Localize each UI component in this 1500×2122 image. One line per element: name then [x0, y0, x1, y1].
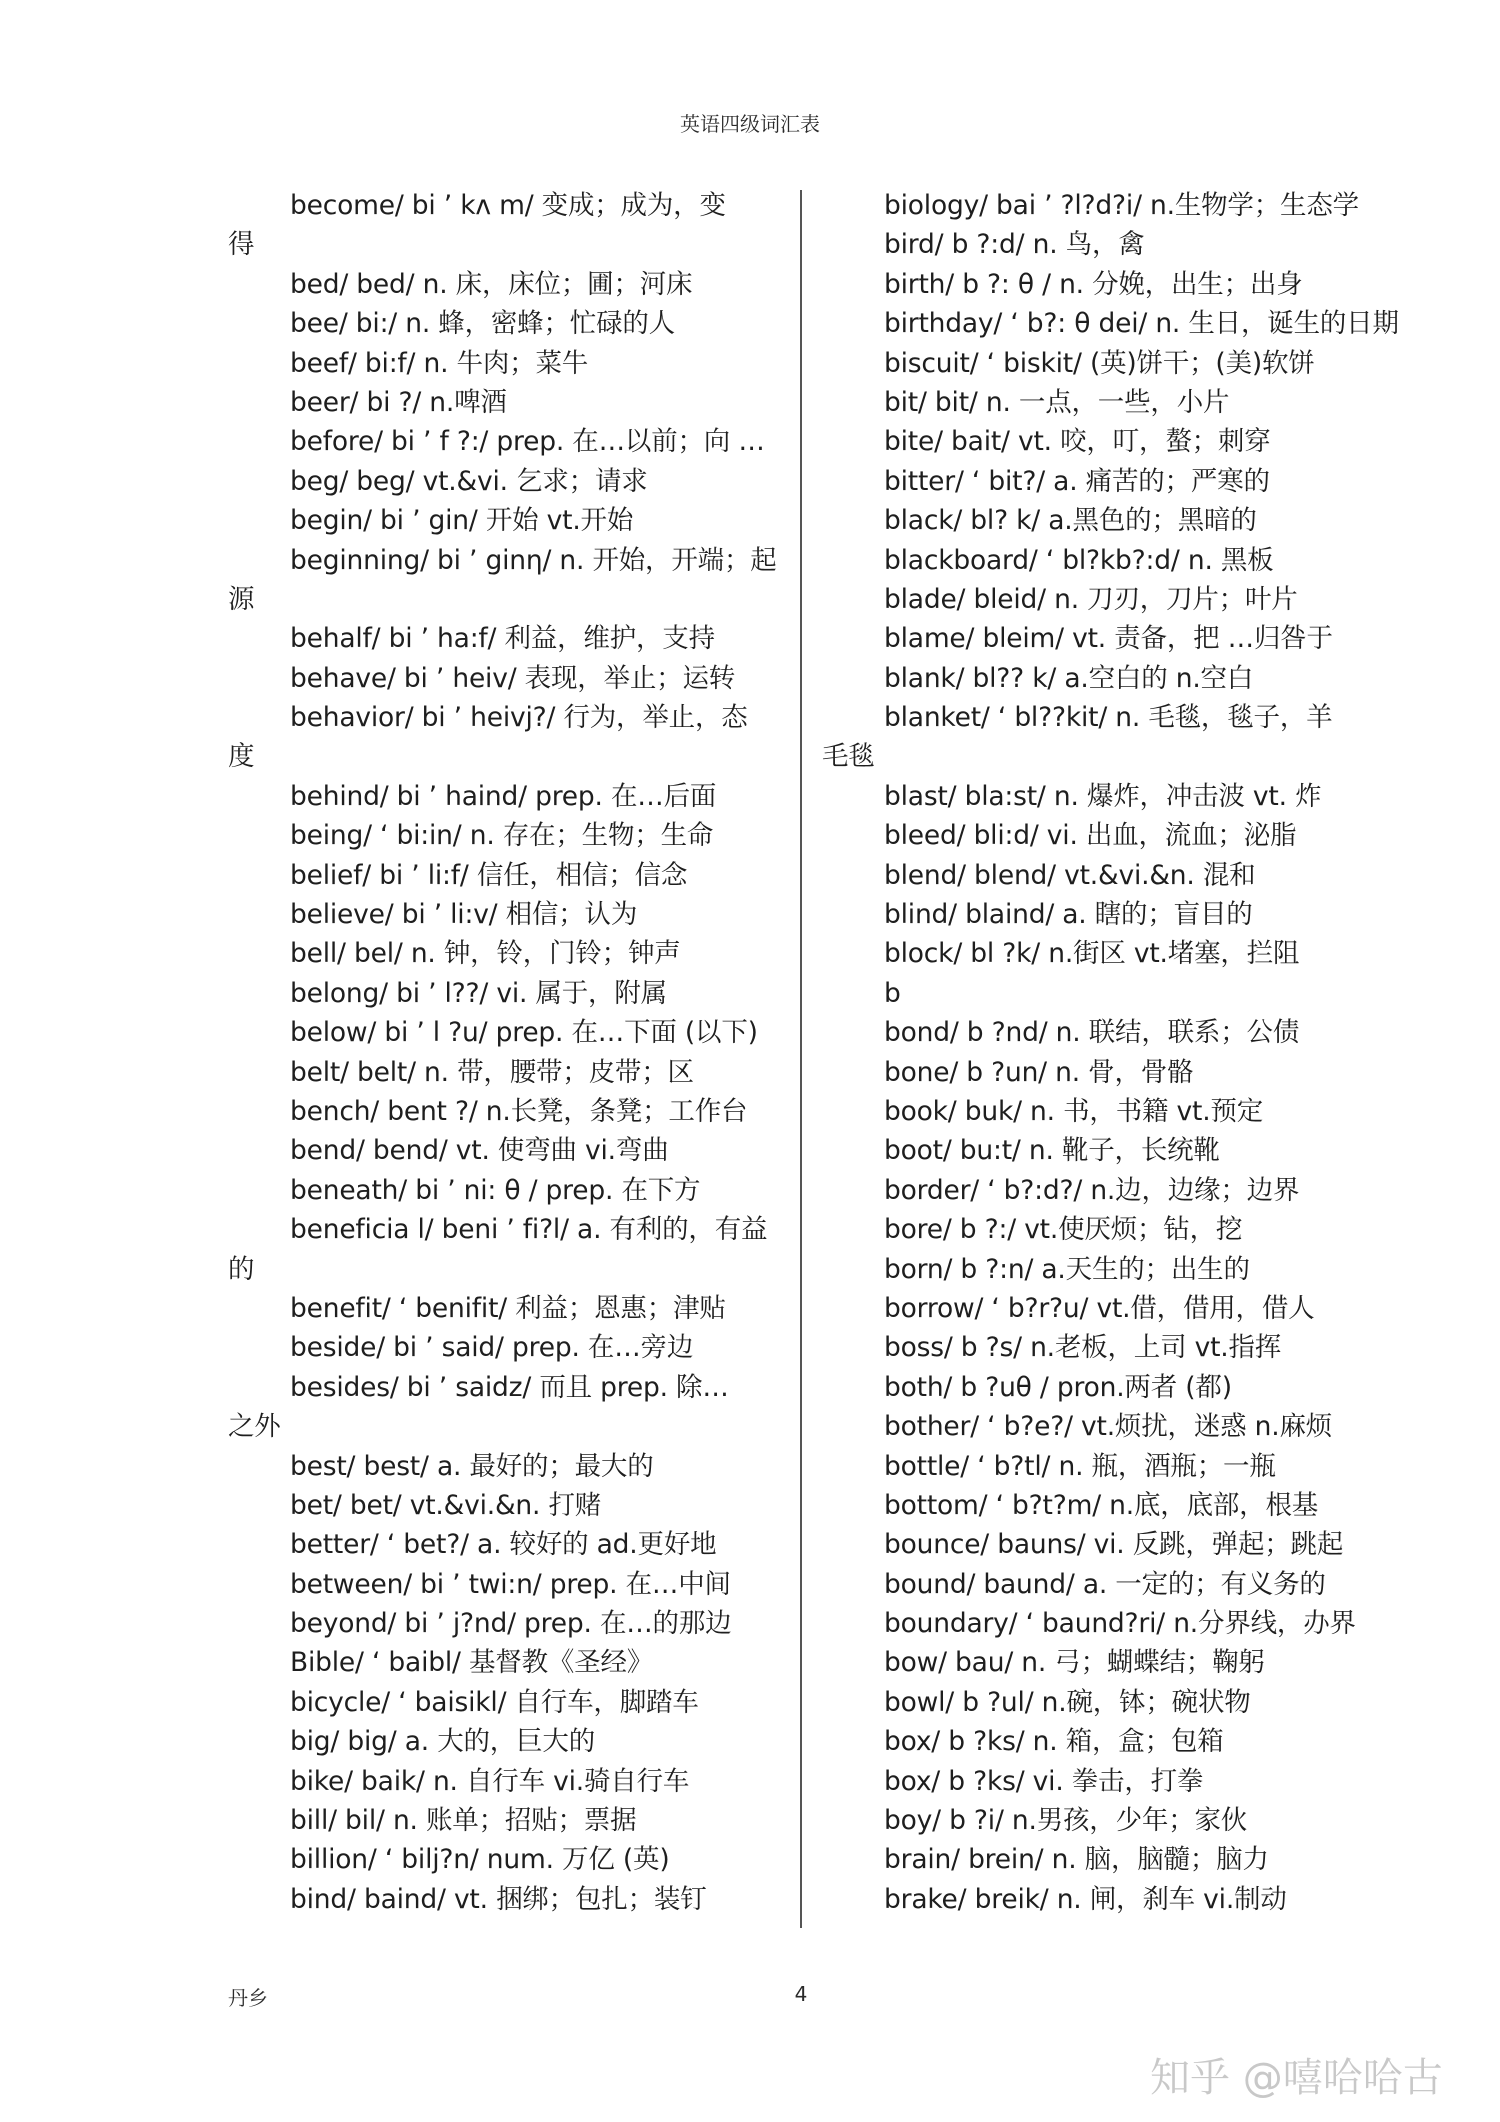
vocab-entry: both/ b ?uθ / pron.两者 (都): [884, 1371, 1232, 1403]
vocab-entry: become/ bi ’ kʌ m/ 变成；成为，变: [290, 190, 726, 221]
vocab-entry: bed/ bed/ n. 床，床位；圃；河床: [290, 268, 693, 300]
vocab-entry: billion/ ‘ bilj?n/ num. 万亿 (英): [290, 1844, 670, 1876]
page-header-title: 英语四级词汇表: [680, 112, 820, 136]
vocab-entry: begin/ bi ’ gin/ 开始 vt.开始: [290, 505, 634, 537]
vocab-entry: beneath/ bi ’ ni: θ / prep. 在下方: [290, 1174, 701, 1206]
vocab-entry: bleed/ bli:d/ vi. 出血，流血；泌脂: [884, 820, 1297, 852]
vocab-entry-continuation: 之外: [228, 1411, 281, 1443]
vocab-entry: blank/ bl?? k/ a.空白的 n.空白: [884, 662, 1254, 694]
vocab-entry: bone/ b ?un/ n. 骨，骨骼: [884, 1056, 1194, 1088]
vocab-entry: bottle/ ‘ b?tl/ n. 瓶，酒瓶；一瓶: [884, 1450, 1276, 1482]
vocab-entry-continuation: 的: [228, 1253, 255, 1285]
vocab-entry-continuation: 毛毯: [822, 741, 875, 773]
vocab-entry: beyond/ bi ’ j?nd/ prep. 在…的那边: [290, 1608, 732, 1640]
vocab-entry: boundary/ ‘ baund?ri/ n.分界线，办界: [884, 1608, 1356, 1640]
vocab-entry: bow/ bau/ n. 弓；蝴蝶结；鞠躬: [884, 1647, 1265, 1679]
footer-page-number: 4: [794, 1982, 808, 2006]
vocab-entry: bend/ bend/ vt. 使弯曲 vi.弯曲: [290, 1135, 669, 1167]
vocab-entry: before/ bi ’ f ?:/ prep. 在…以前；向 …: [290, 426, 765, 458]
vocab-entry: bee/ bi:/ n. 蜂，密蜂；忙碌的人: [290, 308, 675, 340]
vocab-entry: boss/ b ?s/ n.老板，上司 vt.指挥: [884, 1332, 1282, 1364]
vocab-entry: belong/ bi ’ l??/ vi. 属于，附属: [290, 977, 667, 1009]
vocab-entry: beg/ beg/ vt.&vi. 乞求；请求: [290, 465, 648, 497]
right-column: [822, 186, 1482, 1919]
vocab-entry: box/ b ?ks/ n. 箱，盒；包箱: [884, 1726, 1224, 1758]
vocab-entry: brain/ brein/ n. 脑，脑髓；脑力: [884, 1844, 1269, 1876]
vocab-entry-continuation: 度: [228, 741, 255, 773]
vocab-entry-continuation: 源: [228, 583, 255, 615]
vocab-entry: behave/ bi ’ heiv/ 表现，举止；运转: [290, 662, 736, 694]
watermark: 知乎 @嘻哈哈古: [1150, 2055, 1443, 2101]
vocab-entry: book/ buk/ n. 书，书籍 vt.预定: [884, 1095, 1264, 1127]
vocab-entry: birth/ b ?: θ / n. 分娩，出生；出身: [884, 268, 1303, 300]
vocab-entry: bench/ bent ?/ n.长凳，条凳；工作台: [290, 1095, 748, 1127]
left-column: [228, 186, 784, 1919]
vocab-entry: born/ b ?:n/ a.天生的；出生的: [884, 1253, 1250, 1285]
footer-author: 丹乡: [228, 1986, 268, 2010]
vocab-entry: best/ best/ a. 最好的；最大的: [290, 1450, 654, 1482]
vocab-entry: black/ bl? k/ a.黑色的；黑暗的: [884, 505, 1257, 537]
vocab-entry: biscuit/ ‘ biskit/ (英)饼干；(美)软饼: [884, 347, 1315, 379]
vocab-entry: behavior/ bi ’ heivj?/ 行为，举止，态: [290, 702, 748, 734]
vocab-entry: bound/ baund/ a. 一定的；有义务的: [884, 1568, 1326, 1600]
vocab-entry: birthday/ ‘ b?: θ dei/ n. 生日，诞生的日期: [884, 308, 1399, 340]
vocab-entry: behind/ bi ’ haind/ prep. 在…后面: [290, 780, 717, 812]
vocab-entry: borrow/ ‘ b?r?u/ vt.借，借用，借人: [884, 1292, 1315, 1324]
vocab-entry: blend/ blend/ vt.&vi.&n. 混和: [884, 859, 1256, 891]
vocab-entry: bitter/ ‘ bit?/ a. 痛苦的；严寒的: [884, 465, 1270, 497]
vocab-entry: beer/ bi ?/ n.啤酒: [290, 386, 507, 418]
vocab-entry: block/ bl ?k/ n.街区 vt.堵塞，拦阻: [884, 938, 1300, 970]
vocab-entry: better/ ‘ bet?/ a. 较好的 ad.更好地: [290, 1529, 717, 1561]
vocab-entry: bill/ bil/ n. 账单；招贴；票据: [290, 1805, 637, 1837]
column-divider: [800, 190, 802, 1928]
vocab-entry: below/ bi ’ l ?u/ prep. 在…下面 (以下): [290, 1017, 758, 1049]
vocab-entry-continuation: 得: [228, 229, 255, 261]
vocab-entry: beginning/ bi ’ ginη/ n. 开始，开端；起: [290, 544, 777, 576]
vocab-entry: bird/ b ?:d/ n. 鸟，禽: [884, 229, 1145, 261]
vocab-entry: beef/ bi:f/ n. 牛肉；菜牛: [290, 347, 589, 379]
vocab-entry: being/ ‘ bi:in/ n. 存在；生物；生命: [290, 820, 714, 852]
vocab-entry: border/ ‘ b?:d?/ n.边，边缘；边界: [884, 1174, 1300, 1206]
vocab-entry: boy/ b ?i/ n.男孩，少年；家伙: [884, 1805, 1248, 1837]
vocab-entry: beside/ bi ’ said/ prep. 在…旁边: [290, 1332, 694, 1364]
vocab-entry: between/ bi ’ twi:n/ prep. 在…中间: [290, 1568, 731, 1600]
vocab-entry: benefit/ ‘ benifit/ 利益；恩惠；津贴: [290, 1292, 726, 1324]
vocab-entry: bowl/ b ?ul/ n.碗，钵；碗状物: [884, 1686, 1251, 1718]
vocab-entry: bet/ bet/ vt.&vi.&n. 打赌: [290, 1489, 602, 1521]
vocab-entry: blame/ bleim/ vt. 责备，把 …归咎于: [884, 623, 1333, 655]
vocab-entry: belt/ belt/ n. 带，腰带；皮带；区: [290, 1056, 694, 1088]
vocab-entry: blade/ bleid/ n. 刀刃，刀片；叶片: [884, 583, 1298, 615]
vocab-entry: bounce/ bauns/ vi. 反跳，弹起；跳起: [884, 1529, 1344, 1561]
vocab-entry: b: [884, 977, 901, 1009]
vocab-entry: besides/ bi ’ saidz/ 而且 prep. 除…: [290, 1371, 729, 1403]
vocab-entry: Bible/ ‘ baibl/ 基督教《圣经》: [290, 1647, 654, 1679]
vocab-entry: bottom/ ‘ b?t?m/ n.底，底部，根基: [884, 1489, 1319, 1521]
vocab-entry: bore/ b ?:/ vt.使厌烦；钻，挖: [884, 1214, 1243, 1246]
vocab-entry: blackboard/ ‘ bl?kb?:d/ n. 黑板: [884, 544, 1274, 576]
vocab-entry: box/ b ?ks/ vi. 拳击，打拳: [884, 1765, 1204, 1797]
vocab-entry: behalf/ bi ’ ha:f/ 利益，维护，支持: [290, 623, 715, 655]
vocab-entry: biology/ bai ’ ?l?d?i/ n.生物学；生态学: [884, 190, 1359, 221]
vocab-entry: bind/ baind/ vt. 捆绑；包扎；装钉: [290, 1883, 707, 1915]
vocab-entry: blind/ blaind/ a. 瞎的；盲目的: [884, 899, 1253, 931]
vocab-entry: big/ big/ a. 大的，巨大的: [290, 1726, 595, 1758]
vocab-entry: bicycle/ ‘ baisikl/ 自行车，脚踏车: [290, 1686, 699, 1718]
vocab-entry: boot/ bu:t/ n. 靴子，长统靴: [884, 1135, 1220, 1167]
vocab-entry: brake/ breik/ n. 闸，刹车 vi.制动: [884, 1883, 1287, 1915]
vocab-entry: bike/ baik/ n. 自行车 vi.骑自行车: [290, 1765, 690, 1797]
vocab-entry: blast/ bla:st/ n. 爆炸，冲击波 vt. 炸: [884, 780, 1322, 812]
vocab-entry: bit/ bit/ n. 一点，一些，小片: [884, 386, 1230, 418]
vocab-entry: beneficia l/ beni ’ fi?l/ a. 有利的，有益: [290, 1214, 768, 1246]
vocab-entry: bite/ bait/ vt. 咬，叮，螯；刺穿: [884, 426, 1271, 458]
vocab-entry: belief/ bi ’ li:f/ 信任，相信；信念: [290, 859, 688, 891]
vocab-entry: blanket/ ‘ bl??kit/ n. 毛毯，毯子，羊: [884, 702, 1333, 734]
vocab-entry: bell/ bel/ n. 钟，铃，门铃；钟声: [290, 938, 681, 970]
vocab-entry: believe/ bi ’ li:v/ 相信；认为: [290, 899, 638, 931]
vocab-entry: bond/ b ?nd/ n. 联结，联系；公债: [884, 1017, 1300, 1049]
vocab-entry: bother/ ‘ b?e?/ vt.烦扰，迷惑 n.麻烦: [884, 1411, 1333, 1443]
